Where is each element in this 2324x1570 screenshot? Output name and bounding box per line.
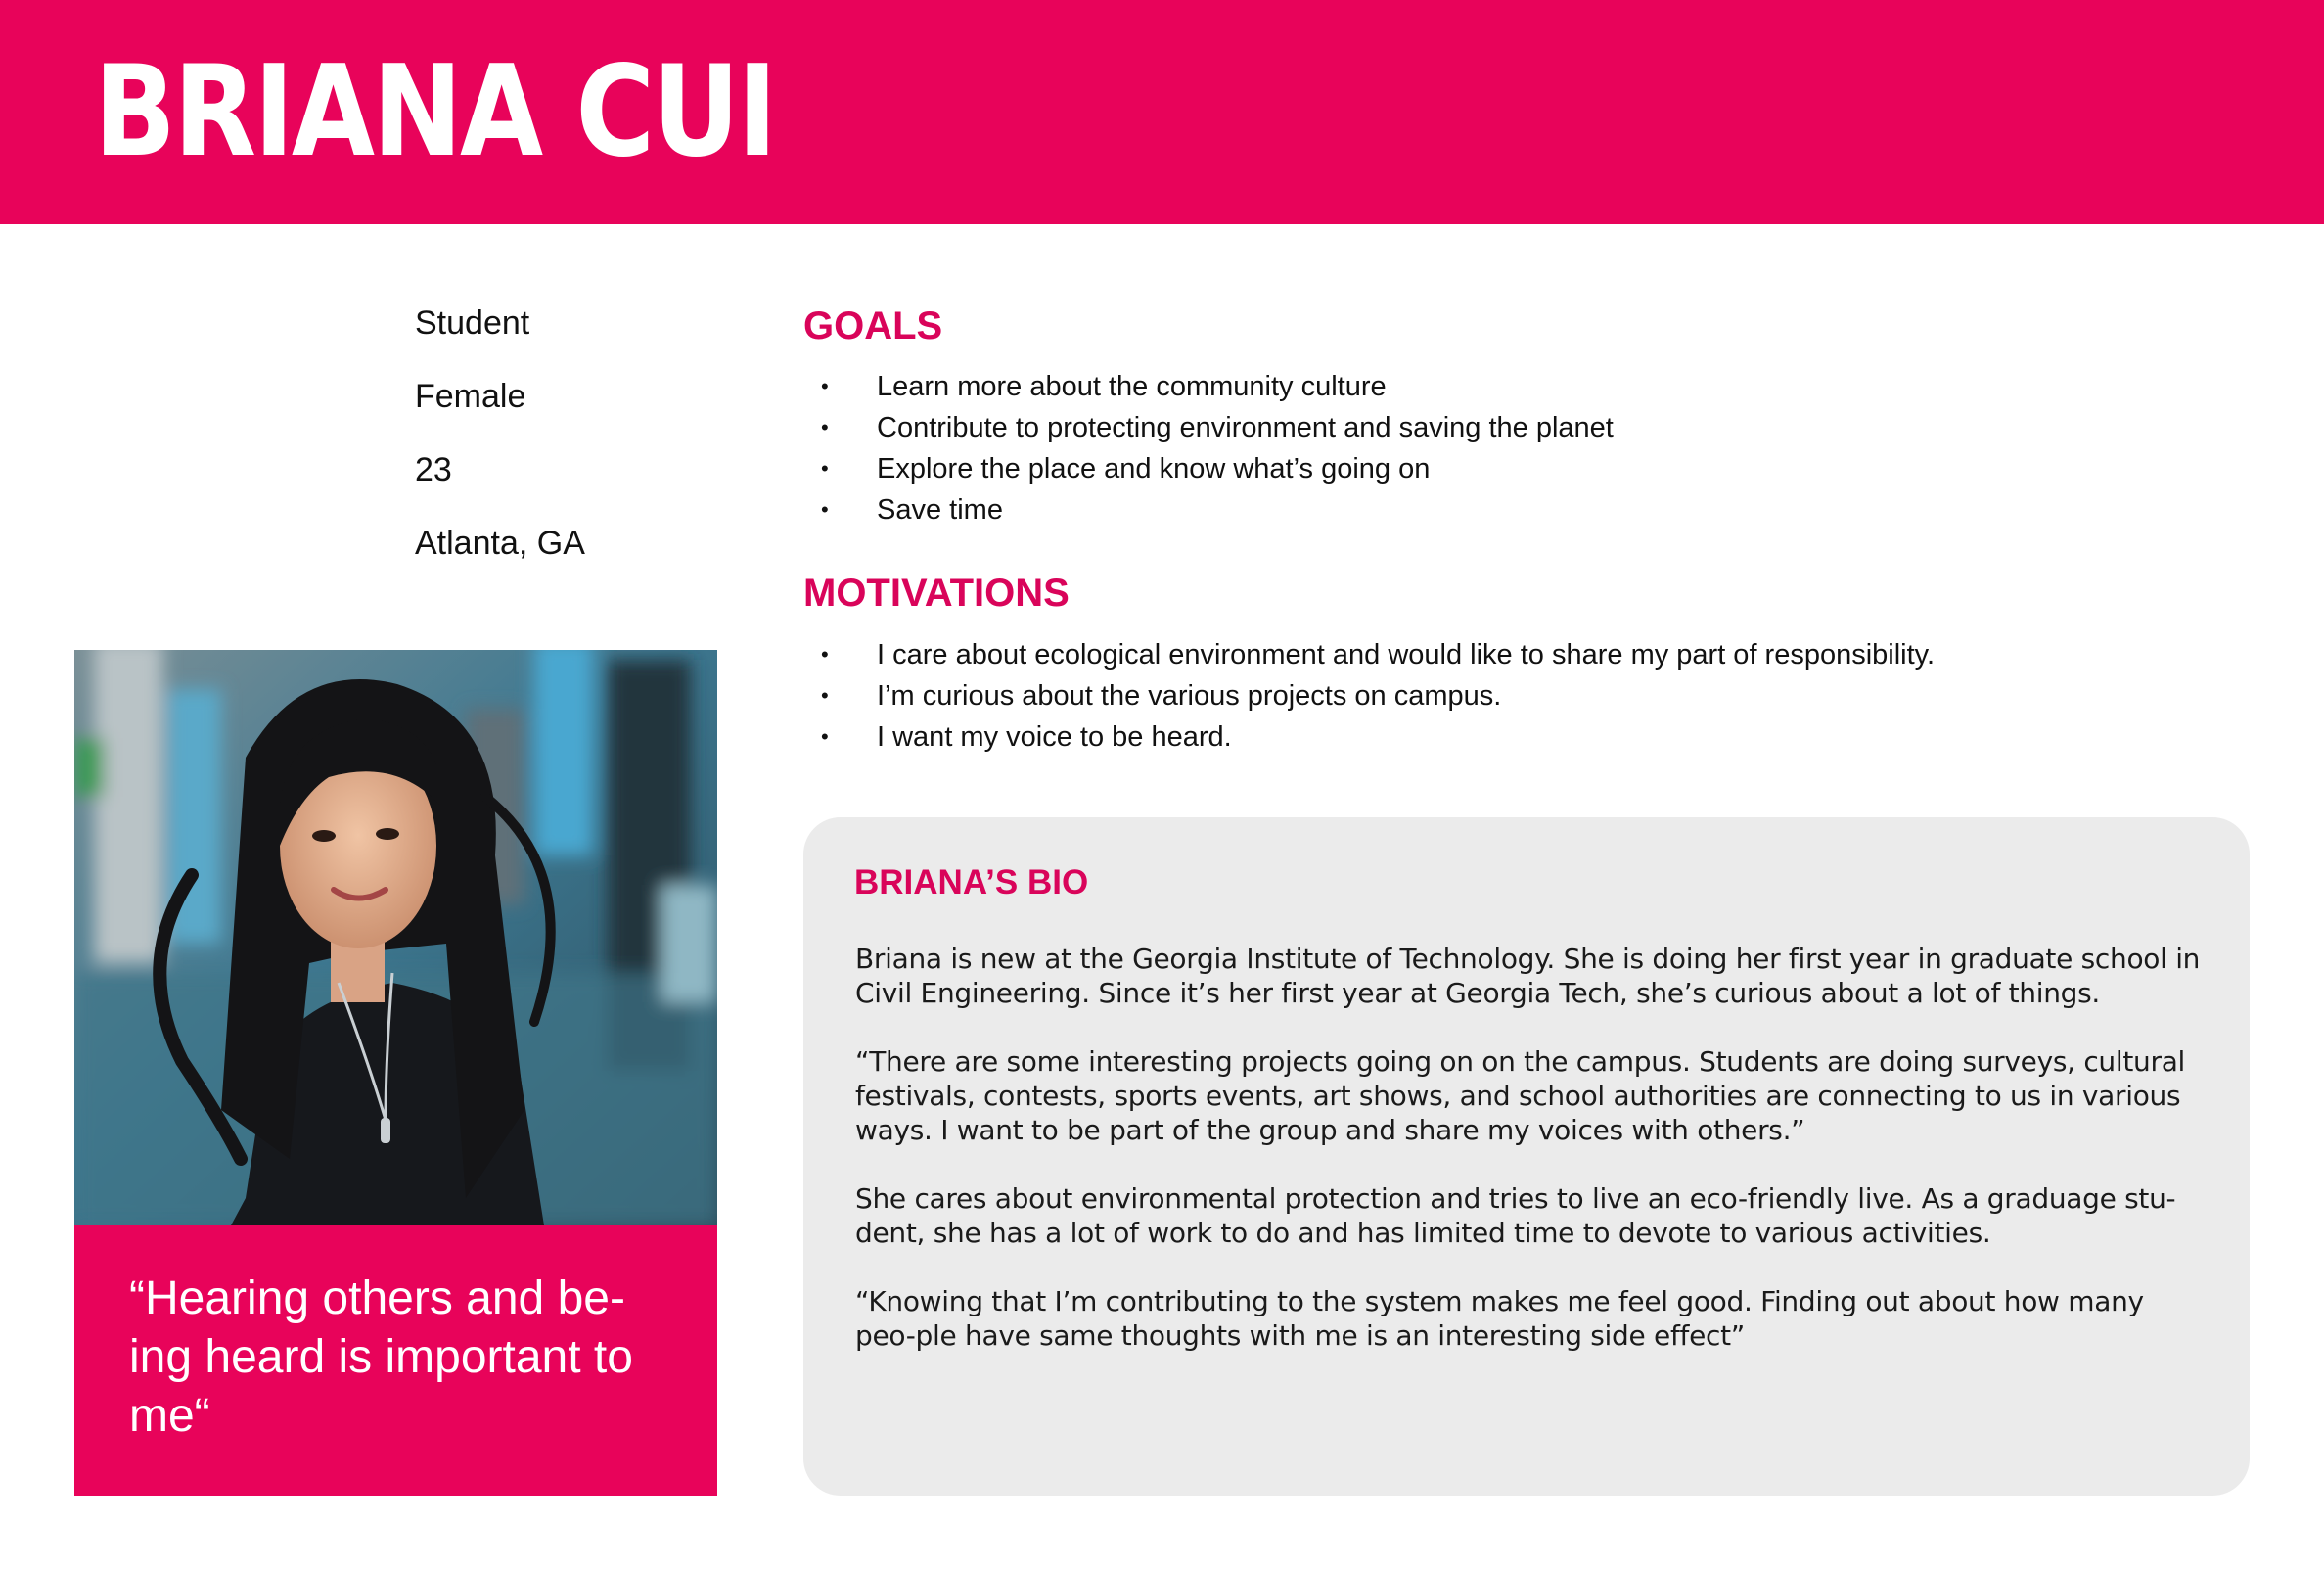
- motivations-list: [803, 634, 1935, 758]
- bio-paragraph: “There are some interesting projects going on on the campus. Students are doing surveys, cultural festivals, contests, sports events, art shows, and school authorities are connecting to us in various ways. I want to be part of the group and share my voices with others.”: [855, 1045, 2186, 1146]
- persona-photo: [74, 650, 717, 1225]
- motivations-title: MOTIVATIONS: [803, 572, 1070, 615]
- motivation-item: • I want my voice to be heard.: [803, 716, 1935, 758]
- goals-title: GOALS: [803, 304, 943, 347]
- quote-line: me“: [129, 1390, 210, 1442]
- attribute-value: 23: [415, 451, 452, 488]
- attribute-value: Student: [415, 304, 530, 342]
- goal-item: • Save time: [803, 489, 1614, 531]
- attribute-value: Female: [415, 378, 526, 415]
- bio-paragraph: “Knowing that I’m contributing to the system makes me feel good. Finding out about how many peo-ple have same thoughts with me is an interesting side effect”: [855, 1285, 2144, 1352]
- goals-list: [803, 366, 1614, 531]
- persona-quote-box: [74, 1225, 717, 1496]
- goal-item: • Explore the place and know what’s going on: [803, 448, 1614, 489]
- attribute-value: Atlanta, GA: [415, 525, 585, 562]
- bio-paragraph: Briana is new at the Georgia Institute of Technology. She is doing her first year in graduate school in Civil Engineering. Since it’s her first year at Georgia Tech, she’s curious about a lot of things.: [855, 943, 2201, 1009]
- quote-line: ing heard is important to: [129, 1331, 633, 1383]
- header-banner: [0, 0, 2324, 224]
- bio-paragraph: She cares about environmental protection and tries to live an eco-friendly live. As a graduage stu-dent, she has a lot of work to do and has limited time to devote to various activities.: [855, 1182, 2176, 1249]
- goal-item: • Learn more about the community culture: [803, 366, 1614, 407]
- persona-quote: [129, 1270, 687, 1446]
- persona-name: BRIANA CUI: [94, 39, 775, 185]
- goal-item: • Contribute to protecting environment and saving the planet: [803, 407, 1614, 448]
- bio-card: [803, 817, 2250, 1496]
- motivation-item: • I care about ecological environment and would like to share my part of responsibility.: [803, 634, 1935, 675]
- bio-title: BRIANA’S BIO: [854, 863, 1089, 901]
- quote-line: “Hearing others and be-: [129, 1272, 625, 1324]
- motivation-item: • I’m curious about the various projects on campus.: [803, 675, 1935, 716]
